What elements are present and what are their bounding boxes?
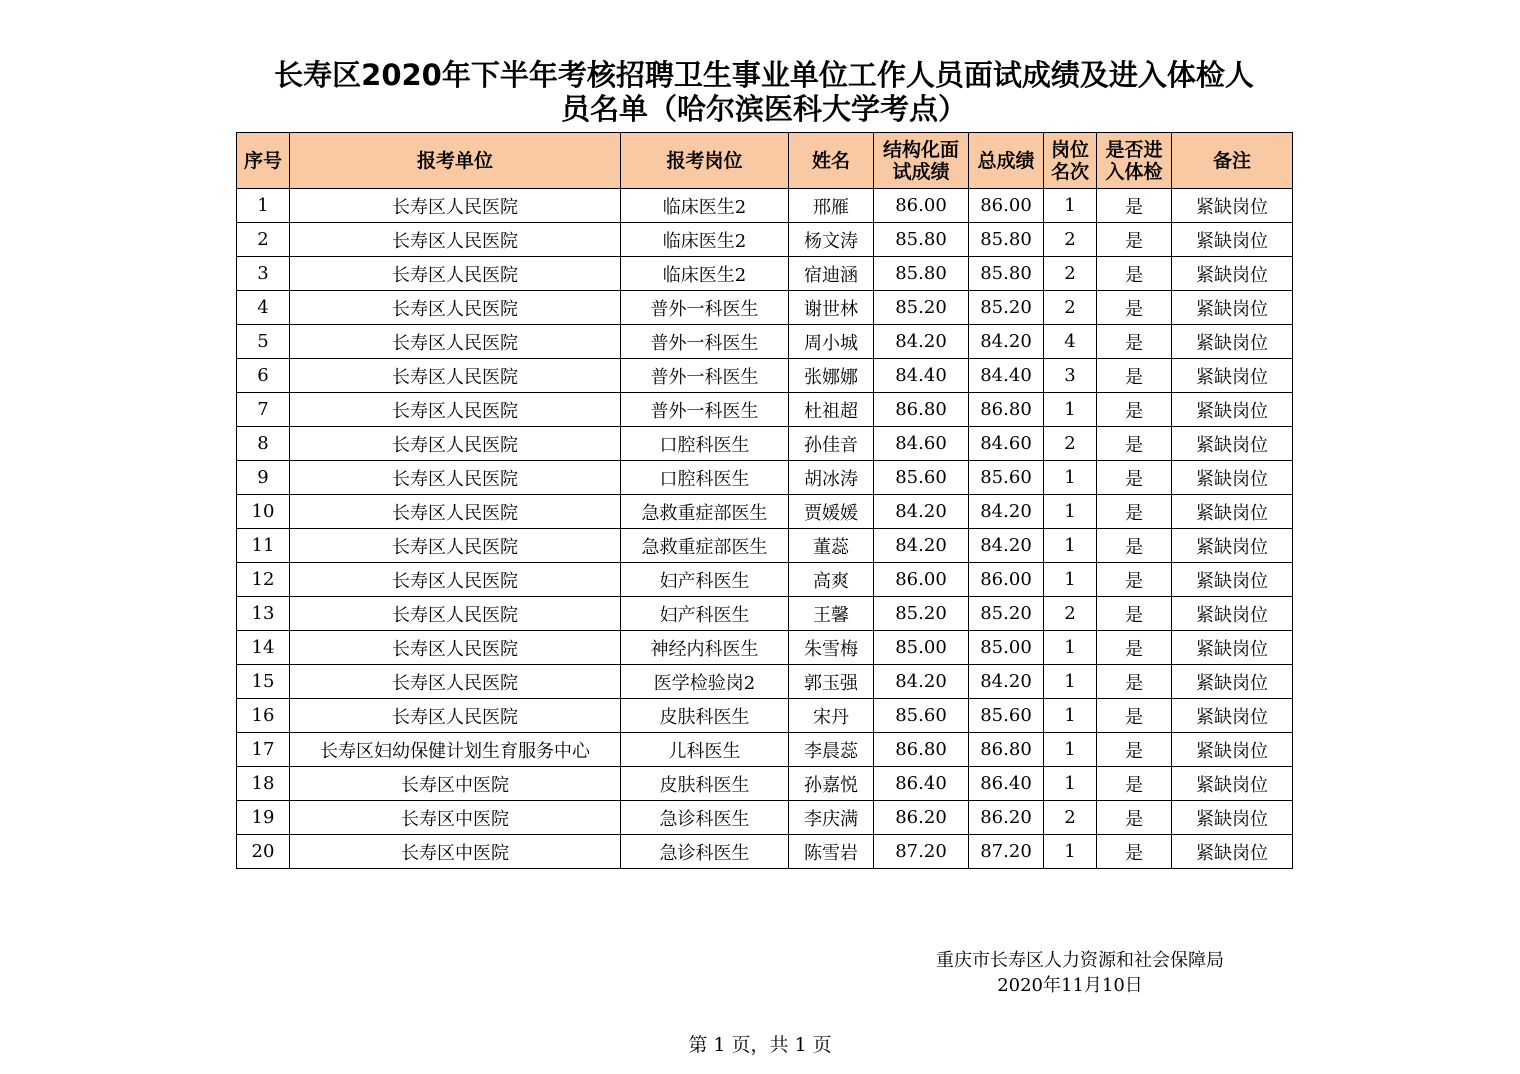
cell-position: 急诊科医生 — [621, 801, 789, 835]
table-row — [237, 257, 1293, 291]
cell-rank: 1 — [1044, 529, 1097, 563]
cell-position: 急救重症部医生 — [621, 529, 789, 563]
cell-position: 神经内科医生 — [621, 631, 789, 665]
cell-total: 84.20 — [969, 665, 1044, 699]
cell-interview: 84.20 — [874, 665, 969, 699]
cell-name: 杨文涛 — [789, 223, 874, 257]
table-row — [237, 563, 1293, 597]
cell-unit: 长寿区人民医院 — [290, 427, 621, 461]
cell-unit: 长寿区中医院 — [290, 767, 621, 801]
cell-rank: 1 — [1044, 631, 1097, 665]
cell-position: 普外一科医生 — [621, 393, 789, 427]
cell-remark: 紧缺岗位 — [1172, 495, 1293, 529]
cell-position: 临床医生2 — [621, 189, 789, 223]
cell-name: 贾媛媛 — [789, 495, 874, 529]
cell-remark: 紧缺岗位 — [1172, 427, 1293, 461]
cell-rank: 2 — [1044, 597, 1097, 631]
table-row — [237, 461, 1293, 495]
cell-remark: 紧缺岗位 — [1172, 801, 1293, 835]
cell-remark: 紧缺岗位 — [1172, 291, 1293, 325]
cell-position: 临床医生2 — [621, 223, 789, 257]
cell-unit: 长寿区人民医院 — [290, 699, 621, 733]
cell-seq: 20 — [237, 835, 290, 869]
cell-exam: 是 — [1097, 359, 1172, 393]
cell-rank: 2 — [1044, 427, 1097, 461]
cell-name: 王馨 — [789, 597, 874, 631]
cell-seq: 3 — [237, 257, 290, 291]
cell-remark: 紧缺岗位 — [1172, 699, 1293, 733]
cell-exam: 是 — [1097, 767, 1172, 801]
cell-interview: 84.60 — [874, 427, 969, 461]
cell-remark: 紧缺岗位 — [1172, 563, 1293, 597]
cell-interview: 85.00 — [874, 631, 969, 665]
cell-interview: 84.20 — [874, 495, 969, 529]
cell-interview: 85.60 — [874, 699, 969, 733]
cell-seq: 1 — [237, 189, 290, 223]
cell-exam: 是 — [1097, 427, 1172, 461]
cell-name: 高爽 — [789, 563, 874, 597]
table-body — [237, 189, 1293, 869]
cell-rank: 1 — [1044, 767, 1097, 801]
cell-total: 84.20 — [969, 495, 1044, 529]
cell-remark: 紧缺岗位 — [1172, 529, 1293, 563]
header-rank: 岗位名次 — [1044, 133, 1097, 189]
cell-exam: 是 — [1097, 495, 1172, 529]
cell-interview: 84.40 — [874, 359, 969, 393]
cell-unit: 长寿区人民医院 — [290, 597, 621, 631]
cell-position: 急诊科医生 — [621, 835, 789, 869]
header-unit: 报考单位 — [290, 133, 621, 189]
cell-rank: 4 — [1044, 325, 1097, 359]
cell-name: 宋丹 — [789, 699, 874, 733]
cell-position: 普外一科医生 — [621, 325, 789, 359]
header-position: 报考岗位 — [621, 133, 789, 189]
cell-unit: 长寿区人民医院 — [290, 223, 621, 257]
table-row — [237, 291, 1293, 325]
cell-total: 85.80 — [969, 223, 1044, 257]
cell-total: 84.60 — [969, 427, 1044, 461]
cell-interview: 86.00 — [874, 189, 969, 223]
cell-position: 普外一科医生 — [621, 359, 789, 393]
table-row — [237, 529, 1293, 563]
cell-name: 胡冰涛 — [789, 461, 874, 495]
header-remark: 备注 — [1172, 133, 1293, 189]
cell-exam: 是 — [1097, 325, 1172, 359]
table-row — [237, 835, 1293, 869]
cell-remark: 紧缺岗位 — [1172, 631, 1293, 665]
cell-exam: 是 — [1097, 597, 1172, 631]
cell-exam: 是 — [1097, 257, 1172, 291]
cell-name: 董蕊 — [789, 529, 874, 563]
cell-rank: 1 — [1044, 699, 1097, 733]
table-row — [237, 393, 1293, 427]
cell-seq: 6 — [237, 359, 290, 393]
cell-total: 87.20 — [969, 835, 1044, 869]
cell-interview: 87.20 — [874, 835, 969, 869]
cell-total: 85.60 — [969, 461, 1044, 495]
cell-unit: 长寿区人民医院 — [290, 461, 621, 495]
header-row — [237, 133, 1293, 189]
cell-interview: 85.80 — [874, 223, 969, 257]
cell-rank: 2 — [1044, 223, 1097, 257]
cell-exam: 是 — [1097, 223, 1172, 257]
cell-seq: 15 — [237, 665, 290, 699]
cell-name: 孙佳音 — [789, 427, 874, 461]
cell-exam: 是 — [1097, 835, 1172, 869]
cell-interview: 86.00 — [874, 563, 969, 597]
cell-name: 张娜娜 — [789, 359, 874, 393]
table-header — [237, 133, 1293, 189]
cell-position: 皮肤科医生 — [621, 767, 789, 801]
cell-exam: 是 — [1097, 801, 1172, 835]
cell-name: 杜祖超 — [789, 393, 874, 427]
cell-exam: 是 — [1097, 665, 1172, 699]
cell-name: 孙嘉悦 — [789, 767, 874, 801]
cell-unit: 长寿区人民医院 — [290, 393, 621, 427]
cell-remark: 紧缺岗位 — [1172, 325, 1293, 359]
cell-remark: 紧缺岗位 — [1172, 665, 1293, 699]
cell-interview: 85.80 — [874, 257, 969, 291]
cell-position: 妇产科医生 — [621, 563, 789, 597]
cell-remark: 紧缺岗位 — [1172, 359, 1293, 393]
cell-exam: 是 — [1097, 393, 1172, 427]
cell-interview: 85.60 — [874, 461, 969, 495]
cell-unit: 长寿区中医院 — [290, 801, 621, 835]
header-total: 总成绩 — [969, 133, 1044, 189]
cell-total: 86.40 — [969, 767, 1044, 801]
cell-unit: 长寿区人民医院 — [290, 495, 621, 529]
cell-exam: 是 — [1097, 699, 1172, 733]
cell-total: 86.00 — [969, 189, 1044, 223]
table-row — [237, 801, 1293, 835]
cell-seq: 5 — [237, 325, 290, 359]
cell-seq: 13 — [237, 597, 290, 631]
cell-exam: 是 — [1097, 563, 1172, 597]
cell-unit: 长寿区人民医院 — [290, 325, 621, 359]
cell-remark: 紧缺岗位 — [1172, 835, 1293, 869]
cell-total: 85.20 — [969, 291, 1044, 325]
cell-name: 李晨蕊 — [789, 733, 874, 767]
cell-seq: 8 — [237, 427, 290, 461]
cell-rank: 2 — [1044, 257, 1097, 291]
cell-interview: 86.40 — [874, 767, 969, 801]
cell-position: 医学检验岗2 — [621, 665, 789, 699]
cell-unit: 长寿区人民医院 — [290, 563, 621, 597]
cell-interview: 86.20 — [874, 801, 969, 835]
cell-position: 普外一科医生 — [621, 291, 789, 325]
cell-seq: 9 — [237, 461, 290, 495]
cell-unit: 长寿区人民医院 — [290, 189, 621, 223]
cell-total: 86.00 — [969, 563, 1044, 597]
cell-rank: 2 — [1044, 801, 1097, 835]
issuing-organization: 重庆市长寿区人力资源和社会保障局 — [936, 950, 1224, 971]
cell-total: 86.80 — [969, 393, 1044, 427]
cell-unit: 长寿区人民医院 — [290, 359, 621, 393]
cell-seq: 12 — [237, 563, 290, 597]
title-line-1: 长寿区2020年下半年考核招聘卫生事业单位工作人员面试成绩及进入体检人 — [274, 58, 1254, 92]
cell-remark: 紧缺岗位 — [1172, 257, 1293, 291]
cell-interview: 85.20 — [874, 597, 969, 631]
cell-seq: 7 — [237, 393, 290, 427]
cell-rank: 1 — [1044, 835, 1097, 869]
cell-total: 84.20 — [969, 325, 1044, 359]
cell-rank: 1 — [1044, 461, 1097, 495]
cell-seq: 19 — [237, 801, 290, 835]
cell-exam: 是 — [1097, 291, 1172, 325]
table-row — [237, 699, 1293, 733]
cell-position: 皮肤科医生 — [621, 699, 789, 733]
page-number: 第 1 页，共 1 页 — [688, 1034, 832, 1056]
cell-unit: 长寿区人民医院 — [290, 631, 621, 665]
cell-unit: 长寿区人民医院 — [290, 665, 621, 699]
cell-total: 86.80 — [969, 733, 1044, 767]
table-row — [237, 631, 1293, 665]
table-row — [237, 325, 1293, 359]
cell-position: 儿科医生 — [621, 733, 789, 767]
cell-rank: 1 — [1044, 733, 1097, 767]
cell-position: 口腔科医生 — [621, 427, 789, 461]
cell-position: 急救重症部医生 — [621, 495, 789, 529]
cell-unit: 长寿区中医院 — [290, 835, 621, 869]
table-row — [237, 597, 1293, 631]
cell-seq: 16 — [237, 699, 290, 733]
cell-seq: 11 — [237, 529, 290, 563]
cell-rank: 1 — [1044, 563, 1097, 597]
document-title — [236, 58, 1292, 126]
cell-seq: 2 — [237, 223, 290, 257]
cell-rank: 3 — [1044, 359, 1097, 393]
cell-name: 李庆满 — [789, 801, 874, 835]
cell-total: 85.80 — [969, 257, 1044, 291]
cell-remark: 紧缺岗位 — [1172, 223, 1293, 257]
table-row — [237, 665, 1293, 699]
cell-remark: 紧缺岗位 — [1172, 461, 1293, 495]
table-row — [237, 495, 1293, 529]
cell-interview: 86.80 — [874, 393, 969, 427]
cell-name: 邢雁 — [789, 189, 874, 223]
cell-total: 85.60 — [969, 699, 1044, 733]
title-line-2: 员名单（哈尔滨医科大学考点） — [560, 92, 967, 126]
cell-remark: 紧缺岗位 — [1172, 733, 1293, 767]
cell-name: 周小城 — [789, 325, 874, 359]
issue-date: 2020年11月10日 — [997, 975, 1143, 996]
cell-seq: 4 — [237, 291, 290, 325]
cell-remark: 紧缺岗位 — [1172, 597, 1293, 631]
cell-remark: 紧缺岗位 — [1172, 189, 1293, 223]
table-row — [237, 223, 1293, 257]
header-seq: 序号 — [237, 133, 290, 189]
table-row — [237, 189, 1293, 223]
cell-seq: 10 — [237, 495, 290, 529]
cell-exam: 是 — [1097, 733, 1172, 767]
cell-seq: 17 — [237, 733, 290, 767]
cell-interview: 85.20 — [874, 291, 969, 325]
cell-interview: 84.20 — [874, 529, 969, 563]
cell-interview: 84.20 — [874, 325, 969, 359]
cell-rank: 1 — [1044, 665, 1097, 699]
cell-name: 宿迪涵 — [789, 257, 874, 291]
table-row — [237, 733, 1293, 767]
cell-unit: 长寿区人民医院 — [290, 529, 621, 563]
cell-name: 陈雪岩 — [789, 835, 874, 869]
cell-rank: 1 — [1044, 393, 1097, 427]
cell-exam: 是 — [1097, 461, 1172, 495]
header-exam: 是否进入体检 — [1097, 133, 1172, 189]
results-table — [236, 132, 1293, 869]
cell-unit: 长寿区人民医院 — [290, 257, 621, 291]
cell-interview: 86.80 — [874, 733, 969, 767]
cell-exam: 是 — [1097, 529, 1172, 563]
cell-total: 85.20 — [969, 597, 1044, 631]
cell-rank: 2 — [1044, 291, 1097, 325]
cell-remark: 紧缺岗位 — [1172, 393, 1293, 427]
header-name: 姓名 — [789, 133, 874, 189]
table-row — [237, 359, 1293, 393]
table-row — [237, 427, 1293, 461]
cell-name: 郭玉强 — [789, 665, 874, 699]
cell-remark: 紧缺岗位 — [1172, 767, 1293, 801]
header-interview: 结构化面试成绩 — [874, 133, 969, 189]
cell-position: 口腔科医生 — [621, 461, 789, 495]
cell-exam: 是 — [1097, 631, 1172, 665]
cell-total: 84.20 — [969, 529, 1044, 563]
cell-total: 86.20 — [969, 801, 1044, 835]
cell-rank: 1 — [1044, 495, 1097, 529]
cell-seq: 18 — [237, 767, 290, 801]
table-row — [237, 767, 1293, 801]
cell-unit: 长寿区人民医院 — [290, 291, 621, 325]
cell-unit: 长寿区妇幼保健计划生育服务中心 — [290, 733, 621, 767]
cell-position: 临床医生2 — [621, 257, 789, 291]
cell-rank: 1 — [1044, 189, 1097, 223]
cell-seq: 14 — [237, 631, 290, 665]
cell-position: 妇产科医生 — [621, 597, 789, 631]
cell-name: 谢世林 — [789, 291, 874, 325]
cell-total: 84.40 — [969, 359, 1044, 393]
cell-total: 85.00 — [969, 631, 1044, 665]
cell-name: 朱雪梅 — [789, 631, 874, 665]
cell-exam: 是 — [1097, 189, 1172, 223]
